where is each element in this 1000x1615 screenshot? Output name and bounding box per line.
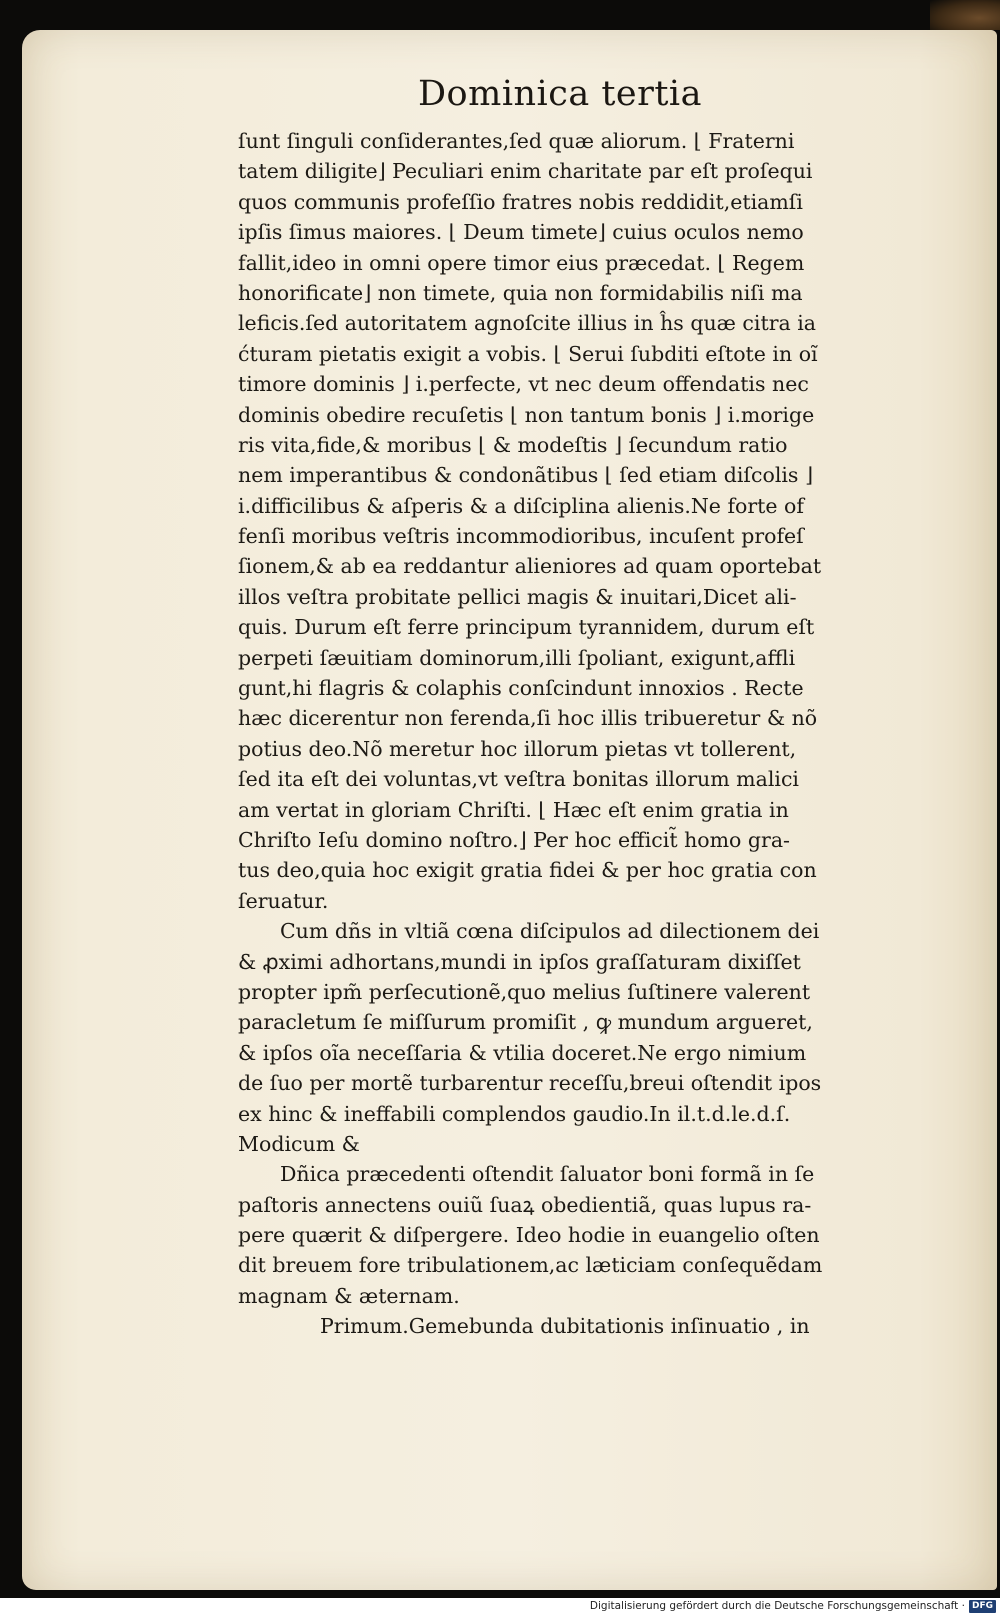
text-line: gunt,hi flagris & colaphis conſcindunt innoxios . Recte <box>238 676 804 701</box>
paragraph-start-line: Dñica præcedenti oſtendit ſaluator boni formã in ſe <box>280 1162 815 1187</box>
text-line: hæc dicerentur non ferenda,ſi hoc illis tribueretur & nõ <box>238 706 818 731</box>
text-line: am vertat in gloriam Chriſti. ⌊ Hæc eſt enim gratia in <box>238 797 789 822</box>
text-line: ipſis ſimus maiores. ⌊ Deum timete⌋ cuius oculos nemo <box>238 220 804 245</box>
text-line: ex hinc & ineffabili complendos gaudio.In il.t.d.le.d.ſ. <box>238 1101 791 1126</box>
text-line: quos communis profeſſio fratres nobis reddidit,etiamſi <box>238 189 803 214</box>
digitization-credit <box>590 1598 996 1615</box>
text-line: timore dominis ⌋ i.perfecte, vt nec deum offendatis nec <box>238 372 809 397</box>
text-line: fenſi moribus veſtris incommodioribus, incuſent profeſ <box>238 524 804 549</box>
text-line: magnam & æternam. <box>238 1283 460 1308</box>
text-line: dominis obedire recuſetis ⌊ non tantum bonis ⌋ i.morige <box>238 402 815 427</box>
text-line: perpeti ſæuitiam dominorum,illi ſpoliant, exigunt,affli <box>238 645 796 670</box>
text-line: ſed ita eſt dei voluntas,vt veſtra bonitas illorum malici <box>238 767 799 792</box>
text-line: ſionem,& ab ea reddantur alieniores ad quam oportebat <box>238 554 822 579</box>
dfg-logo: DFG <box>969 1600 996 1613</box>
text-line: Chriſto Ieſu domino noſtro.⌋ Per hoc efficit̃ homo gra- <box>238 827 790 852</box>
text-line: paſtoris annectens ouiũ ſuaꝝ obedientiã, quas lupus ra- <box>238 1192 812 1217</box>
text-line: Modicum & <box>238 1131 360 1156</box>
text-line: leficis.ſed autoritatem agnoſcite illius in ĥs quæ citra ia <box>238 311 817 336</box>
text-line: potius deo.Nõ meretur hoc illorum pietas vt tollerent, <box>238 736 797 761</box>
text-line: honorificate⌋ non timete, quia non formidabilis niſi ma <box>238 280 803 305</box>
text-line: tus deo,quia hoc exigit gratia fidei & per hoc gratia con <box>238 858 817 883</box>
text-line: propter ipm̃ perſecutionẽ,quo melius ſuſtinere valerent <box>238 979 811 1004</box>
page-tab-corner <box>930 0 1000 30</box>
text-line: nem imperantibus & condonãtibus ⌊ ſed etiam diſcolis ⌋ <box>238 463 813 488</box>
running-head: Dominica tertia <box>418 74 702 114</box>
text-line: & ꝓximi adhortans,mundi in ipſos graſſaturam dixiſſet <box>238 949 801 974</box>
text-line: ćturam pietatis exigit a vobis. ⌊ Serui ſubditi eſtote in oĩ <box>238 341 818 366</box>
text-line: tatem diligite⌋ Peculiari enim charitate par eſt proſequi <box>238 159 813 184</box>
text-line: dit breuem fore tribulationem,ac læticiam conſequẽdam <box>238 1253 823 1278</box>
text-line: fallit,ideo in omni opere timor eius præcedat. ⌊ Regem <box>238 250 805 275</box>
text-line: & ipſos oĩa neceſſaria & vtilia doceret.Ne ergo nimium <box>238 1040 807 1065</box>
paragraph-start-line: Cum dñs in vltiã cœna diſcipulos ad dilectionem dei <box>280 919 820 944</box>
text-line: i.difficilibus & aſperis & a diſciplina alienis.Ne forte of <box>238 493 804 518</box>
section-heading-line: Primum.Gemebunda dubitationis inſinuatio , in <box>320 1314 810 1339</box>
text-line: ſeruatur. <box>238 888 329 913</box>
credit-text: Digitalisierung gefördert durch die Deutsche Forschungsgemeinschaft · <box>589 1600 965 1612</box>
text-line: ris vita,fide,& moribus ⌊ & modeſtis ⌋ ſecundum ratio <box>238 432 788 457</box>
text-line: de ſuo per mortẽ turbarentur receſſu,breui oſtendit ipos <box>238 1071 822 1096</box>
text-line: pere quærit & diſpergere. Ideo hodie in euangelio oſten <box>238 1223 820 1248</box>
text-line: ſunt ſinguli conſiderantes,ſed quæ aliorum. ⌊ Fraterni <box>238 129 795 153</box>
text-line: quis. Durum eſt ferre principum tyrannidem, durum eſt <box>238 615 815 640</box>
page-text <box>238 126 938 1342</box>
text-line: illos veſtra probitate pellici magis & inuitari,Dicet ali- <box>238 584 797 609</box>
text-line: paracletum ſe miſſurum promiſit , ꝙ mundum argueret, <box>238 1010 813 1035</box>
